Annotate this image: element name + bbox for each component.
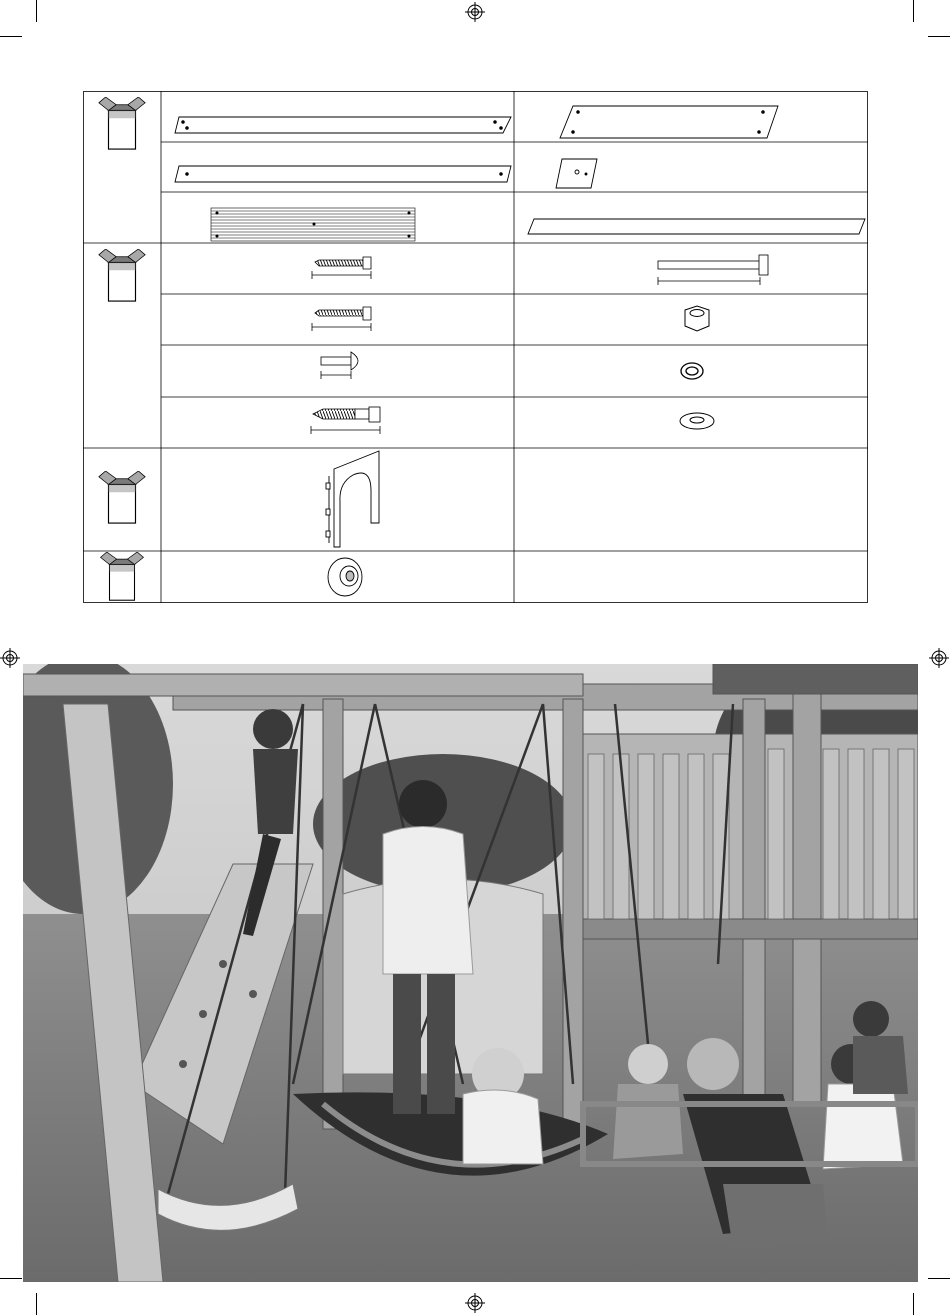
long-plain-board: [528, 219, 865, 234]
crop-mark-bottom-left-v: [36, 1293, 37, 1315]
open-box-icon: [101, 552, 144, 600]
crop-mark-bottom-right-v: [913, 1293, 914, 1315]
open-box-icon: [99, 249, 145, 301]
swing-beam: [23, 674, 583, 696]
crop-mark-top-left-h: [0, 36, 22, 37]
playground-photo: [23, 664, 918, 1282]
wood-screw-short: [312, 307, 371, 331]
slatted-panel: [211, 208, 415, 241]
registration-mark-right-icon: [929, 648, 949, 668]
registration-mark-bottom-icon: [465, 1293, 485, 1313]
parts-table: [83, 91, 868, 603]
metal-bracket: [326, 451, 379, 547]
crop-mark-top-right-h: [928, 36, 950, 37]
small-square-plate: [556, 159, 597, 188]
open-box-icon: [99, 471, 145, 523]
hex-bolt: [658, 255, 768, 285]
crop-mark-bottom-left-h: [0, 1278, 22, 1279]
long-board-four-holes: [175, 117, 511, 133]
angled-board-four-holes: [560, 106, 778, 138]
crop-mark-bottom-right-h: [928, 1278, 950, 1279]
crop-mark-top-left-v: [36, 0, 37, 22]
wood-screw-long: [312, 257, 371, 279]
lag-screw: [311, 407, 380, 434]
hex-nut: [685, 306, 709, 331]
carriage-bolt-short: [321, 352, 358, 379]
long-board-two-holes: [175, 166, 511, 182]
open-box-icon: [99, 97, 145, 149]
bolt-cover-cap: [328, 558, 362, 596]
spring-washer: [681, 363, 703, 379]
flat-washer: [680, 413, 714, 429]
registration-mark-left-icon: [0, 648, 20, 668]
registration-mark-top-icon: [465, 2, 485, 22]
crop-mark-top-right-v: [913, 0, 914, 22]
